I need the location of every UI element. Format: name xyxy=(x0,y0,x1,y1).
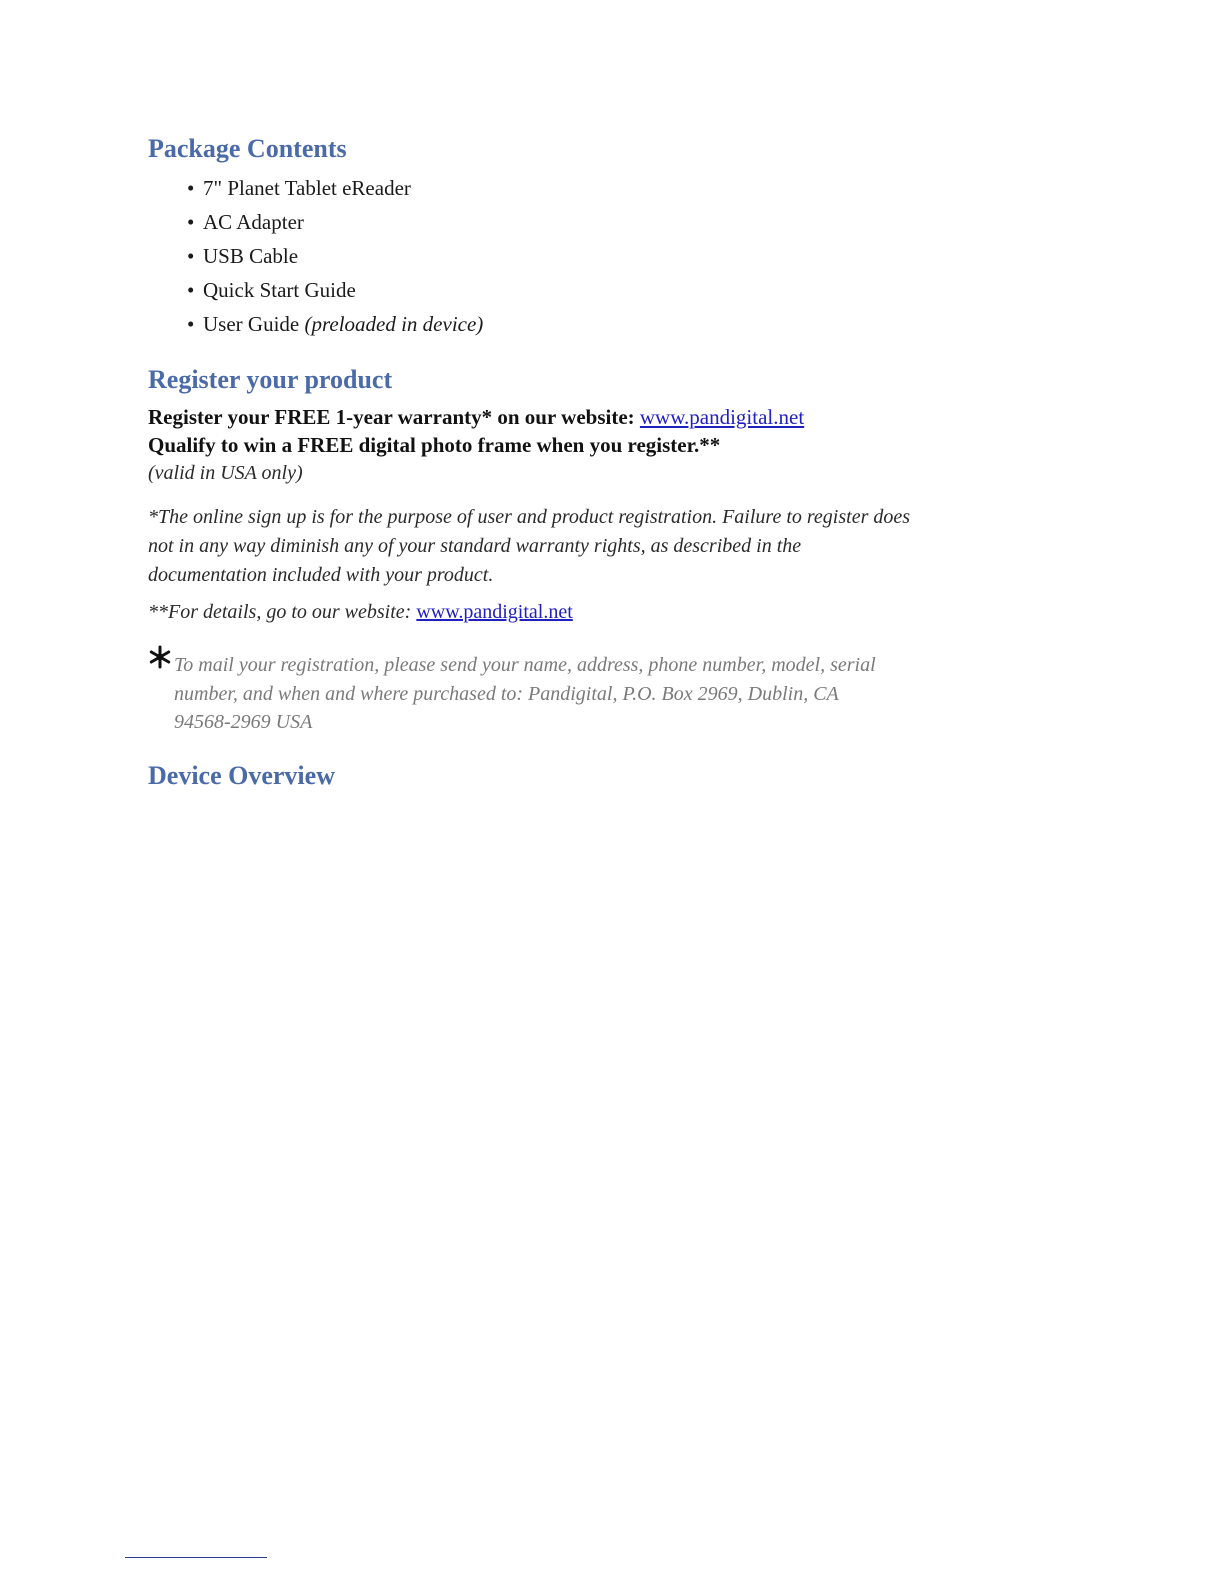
valid-usa-note: (valid in USA only) xyxy=(148,462,303,484)
mail-line: 94568-2969 USA xyxy=(174,711,313,733)
package-contents-list xyxy=(187,174,483,344)
package-contents-heading: Package Contents xyxy=(148,134,347,163)
disclaimer-line: documentation included with your product. xyxy=(148,564,494,586)
disclaimer-paragraph xyxy=(148,503,1078,590)
list-item xyxy=(187,242,483,276)
device-overview-heading: Device Overview xyxy=(148,761,335,790)
bullet-icon: • xyxy=(187,176,195,200)
list-item xyxy=(187,208,483,242)
list-item xyxy=(187,174,483,208)
qualify-line: Qualify to win a FREE digital photo frame when you register.** xyxy=(148,433,721,457)
list-item-text: User Guide xyxy=(203,312,305,336)
warranty-text: Register your FREE 1-year warranty* on our website: xyxy=(148,405,640,429)
bullet-icon: • xyxy=(187,244,195,268)
disclaimer-line: not in any way diminish any of your standard warranty rights, as described in the xyxy=(148,535,802,557)
list-item-text: 7" Planet Tablet eReader xyxy=(203,176,411,200)
details-line xyxy=(148,601,573,624)
list-item xyxy=(187,276,483,310)
disclaimer-line: *The online sign up is for the purpose of user and product registration. Failure to register does xyxy=(148,506,911,528)
details-website-link[interactable]: www.pandigital.net xyxy=(416,601,573,623)
mail-text xyxy=(174,651,876,737)
details-text: **For details, go to our website: xyxy=(148,601,417,623)
bullet-icon: • xyxy=(187,312,195,336)
register-heading: Register your product xyxy=(148,365,393,394)
list-item-text: AC Adapter xyxy=(203,210,304,234)
mail-line: number, and when and where purchased to: Pandigital, P.O. Box 2969, Dublin, CA xyxy=(174,682,839,705)
list-item-text: Quick Start Guide xyxy=(203,278,356,302)
warranty-website-link[interactable]: www.pandigital.net xyxy=(639,405,805,429)
list-item-note: (preloaded in device) xyxy=(304,312,484,336)
mail-line: To mail your registration, please send your name, address, phone number, model, serial xyxy=(174,654,876,676)
asterisk-star-icon xyxy=(148,645,172,669)
bullet-icon: • xyxy=(187,278,195,302)
bullet-icon: • xyxy=(187,210,195,234)
footnote-separator xyxy=(125,1557,267,1558)
list-item-text: USB Cable xyxy=(203,244,299,268)
warranty-line xyxy=(148,405,804,430)
list-item xyxy=(187,310,483,344)
